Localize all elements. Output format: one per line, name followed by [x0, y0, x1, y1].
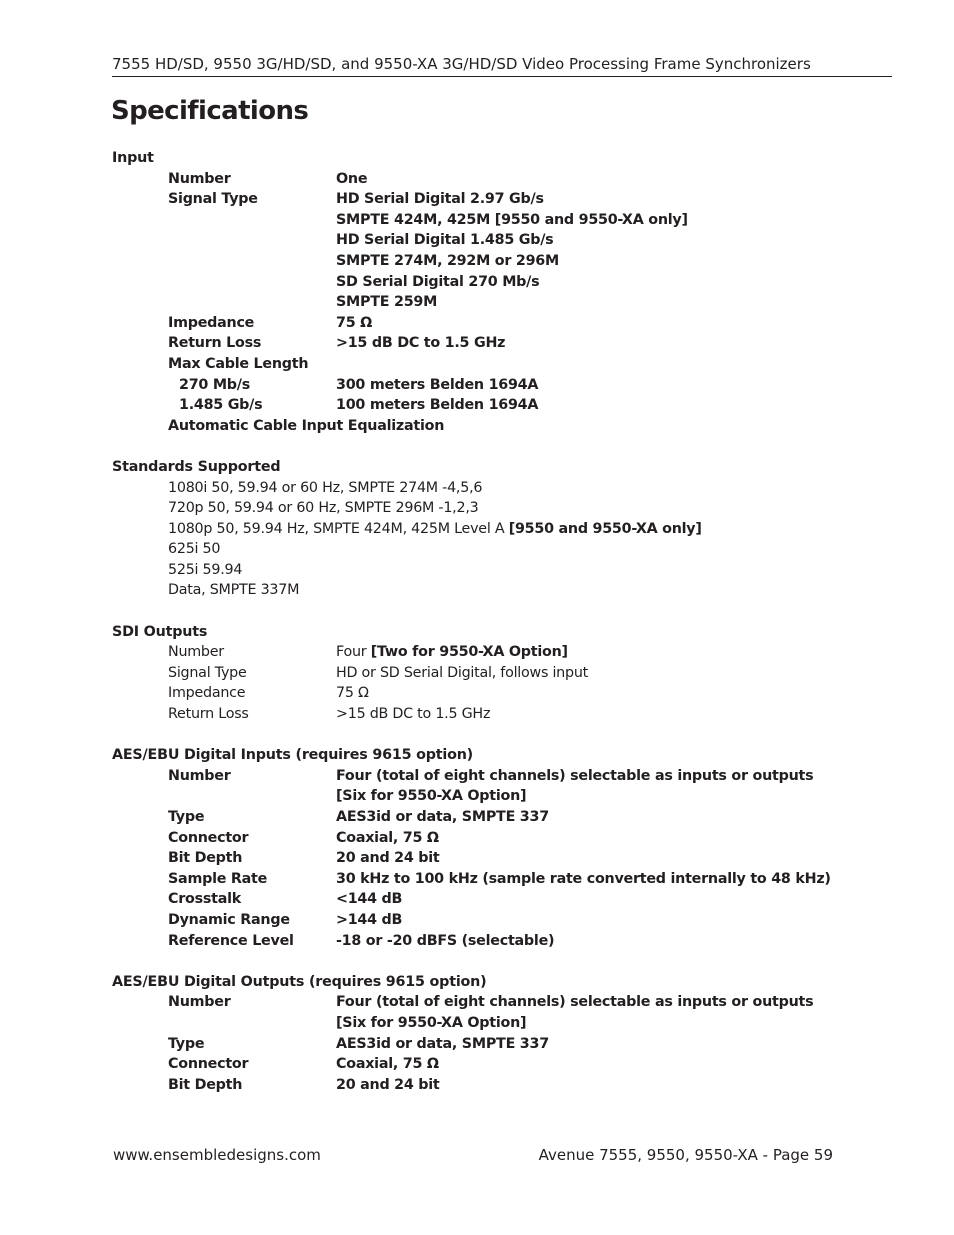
spec-value-text: -18 or -20 dBFS (selectable): [336, 932, 555, 949]
spec-value-text: 20 and 24 bit: [336, 1076, 440, 1093]
spec-value: [336, 395, 538, 416]
spec-value: [336, 1013, 526, 1034]
spec-value: [336, 375, 538, 396]
spec-label: [0, 786, 336, 807]
spec-value-text: >144 dB: [336, 911, 403, 928]
standards-lines: [0, 478, 954, 602]
spec-label: Number: [168, 170, 231, 187]
spec-value: [336, 704, 490, 725]
spec-value-text: 75 Ω: [336, 314, 373, 331]
standard-text: 525i 59.94: [168, 561, 243, 578]
spec-value-text: 75 Ω: [336, 685, 369, 702]
spec-value-text: [Six for 9550-XA Option]: [336, 1014, 527, 1031]
standards-section: [0, 457, 954, 601]
spec-row: [0, 169, 954, 190]
standard-note: [9550 and 9550-XA only]: [508, 520, 702, 537]
aes-outputs-heading: AES/EBU Digital Outputs (requires 9615 option): [112, 973, 487, 990]
standards-heading: Standards Supported: [112, 458, 281, 475]
spec-row: [0, 251, 954, 272]
spec-label: Max Cable Length: [168, 355, 309, 372]
spec-row: [0, 786, 954, 807]
spec-value: [336, 210, 688, 231]
spec-row: [0, 704, 954, 725]
spec-label: Automatic Cable Input Equalization: [168, 417, 445, 434]
spec-label: Reference Level: [168, 932, 294, 949]
spec-row: [0, 313, 954, 334]
spec-value-text: AES3id or data, SMPTE 337: [336, 809, 549, 825]
sdi-outputs-section: [0, 622, 954, 725]
spec-row: [0, 395, 954, 416]
sdi-outputs-heading: SDI Outputs: [112, 623, 208, 640]
standard-text: 720p 50, 59.94 or 60 Hz, SMPTE 296M -1,2,3: [168, 500, 479, 517]
standard-text: Data, SMPTE 337M: [168, 582, 300, 599]
spec-row: [0, 910, 954, 931]
spec-label: [0, 210, 336, 231]
spec-label: [0, 292, 336, 313]
input-rows: [0, 169, 954, 437]
input-heading: Input: [112, 150, 154, 166]
spec-label: Number: [168, 767, 231, 784]
spec-label: Number: [168, 994, 231, 1011]
spec-value: [336, 1034, 549, 1055]
spec-value-text: SMPTE 259M: [336, 294, 438, 311]
spec-value-text: SMPTE 424M, 425M: [336, 211, 495, 228]
spec-value: [336, 313, 372, 334]
spec-label: Impedance: [168, 685, 246, 702]
spec-label: Connector: [168, 829, 249, 846]
spec-value: [336, 992, 813, 1013]
spec-row: [0, 354, 954, 375]
spec-row: [0, 931, 954, 952]
spec-value-text: Coaxial, 75 Ω: [336, 1056, 439, 1073]
spec-value-text: HD Serial Digital 2.97 Gb/s: [336, 191, 544, 208]
spec-label: Return Loss: [168, 706, 249, 723]
spec-value-text: One: [336, 170, 368, 187]
spec-label: 1.485 Gb/s: [179, 397, 263, 414]
spec-label: Dynamic Range: [168, 911, 290, 928]
spec-row: [0, 375, 954, 396]
spec-row: [0, 683, 954, 704]
spec-row: [0, 210, 954, 231]
header-rule: [112, 76, 892, 77]
spec-value: [336, 292, 437, 313]
spec-row: [0, 889, 954, 910]
spec-value-note: [Two for 9550-XA Option]: [370, 644, 568, 661]
spec-label: Signal Type: [168, 191, 258, 208]
spec-value: [336, 869, 831, 890]
spec-value: [336, 828, 439, 849]
spec-label: Number: [168, 644, 224, 661]
spec-label: Bit Depth: [168, 850, 243, 867]
aes-inputs-rows: [0, 766, 954, 951]
aes-outputs-rows: [0, 992, 954, 1095]
spec-value-text: AES3id or data, SMPTE 337: [336, 1035, 549, 1052]
standard-line: [168, 478, 954, 499]
spec-value-text: SMPTE 274M, 292M or 296M: [336, 252, 559, 269]
spec-value-note: [9550 and 9550-XA only]: [494, 211, 688, 228]
spec-row: [0, 992, 954, 1013]
spec-value: [336, 683, 369, 704]
standard-line: [168, 519, 954, 540]
spec-row: [0, 1034, 954, 1055]
spec-row: [0, 1054, 954, 1075]
spec-row: [0, 869, 954, 890]
spec-row: [0, 642, 954, 663]
spec-value-text: [Six for 9550-XA Option]: [336, 788, 527, 805]
spec-value: [336, 333, 505, 354]
spec-value-text: SD Serial Digital 270 Mb/s: [336, 273, 540, 290]
spec-value: [336, 230, 553, 251]
spec-row: [0, 766, 954, 787]
spec-label: [0, 1013, 336, 1034]
sdi-outputs-rows: [0, 642, 954, 724]
standard-line: [168, 539, 954, 560]
spec-value-text: HD or SD Serial Digital, follows input: [336, 664, 588, 681]
spec-value-text: 100 meters Belden 1694A: [336, 397, 539, 414]
spec-value-text: >15 dB DC to 1.5 GHz: [336, 706, 491, 723]
spec-row: [0, 807, 954, 828]
spec-row: [0, 333, 954, 354]
standard-line: [168, 580, 954, 601]
spec-value-text: Four (total of eight channels) selectable as inputs or outputs: [336, 767, 814, 784]
spec-value: [336, 786, 526, 807]
spec-label: Type: [168, 1035, 205, 1052]
standard-text: 1080p 50, 59.94 Hz, SMPTE 424M, 425M Level A: [168, 520, 509, 537]
input-section: [0, 148, 954, 436]
spec-value: [336, 848, 440, 869]
spec-label: [0, 230, 336, 251]
aes-inputs-section: [0, 745, 954, 951]
spec-row: [0, 1013, 954, 1034]
spec-value-text: 30 kHz to 100 kHz (sample rate converted internally to 48 kHz): [336, 870, 831, 887]
spec-value: [336, 1075, 440, 1096]
spec-value: [336, 1054, 439, 1075]
spec-value-text: Coaxial, 75 Ω: [336, 829, 439, 846]
spec-label: [0, 251, 336, 272]
spec-value: [336, 807, 549, 828]
spec-label: [0, 272, 336, 293]
spec-value-text: Four (total of eight channels) selectable as inputs or outputs: [336, 994, 814, 1011]
spec-label: Impedance: [168, 314, 255, 331]
running-header: 7555 HD/SD, 9550 3G/HD/SD, and 9550-XA 3G/HD/SD Video Processing Frame Synchronizers: [112, 55, 811, 73]
spec-value: [336, 766, 813, 787]
spec-value: [336, 889, 402, 910]
spec-row: [0, 189, 954, 210]
spec-row: [0, 230, 954, 251]
spec-value-text: HD Serial Digital 1.485 Gb/s: [336, 232, 554, 249]
spec-row: [0, 1075, 954, 1096]
page-title: Specifications: [111, 96, 309, 126]
standard-text: 1080i 50, 59.94 or 60 Hz, SMPTE 274M -4,5,6: [168, 479, 483, 496]
spec-label: Type: [168, 809, 205, 825]
spec-value: [336, 189, 544, 210]
spec-value-text: 300 meters Belden 1694A: [336, 376, 539, 393]
spec-value: [336, 642, 568, 663]
spec-value: [336, 251, 559, 272]
spec-row: [0, 848, 954, 869]
spec-label: Sample Rate: [168, 870, 268, 887]
spec-value: [336, 931, 554, 952]
standard-line: [168, 498, 954, 519]
spec-row: [0, 828, 954, 849]
spec-row: [0, 272, 954, 293]
spec-value-text: <144 dB: [336, 891, 403, 908]
spec-label: 270 Mb/s: [179, 376, 251, 393]
spec-label: Bit Depth: [168, 1076, 243, 1093]
spec-label: Signal Type: [168, 664, 247, 681]
spec-value: [336, 910, 402, 931]
footer-website-link[interactable]: www.ensembledesigns.com: [113, 1146, 321, 1164]
spec-value: [336, 272, 539, 293]
standard-text: 625i 50: [168, 541, 221, 558]
spec-row: [0, 292, 954, 313]
spec-value: [336, 169, 367, 190]
footer-page-reference: Avenue 7555, 9550, 9550-XA - Page 59: [538, 1146, 833, 1164]
spec-value: [336, 663, 588, 684]
spec-label: Crosstalk: [168, 891, 242, 908]
spec-value-text: 20 and 24 bit: [336, 850, 440, 867]
spec-value-text: Four: [336, 644, 371, 661]
spec-value-text: >15 dB DC to 1.5 GHz: [336, 335, 506, 352]
spec-content: [0, 148, 954, 1116]
spec-label: Return Loss: [168, 335, 262, 352]
aes-inputs-heading: AES/EBU Digital Inputs (requires 9615 option): [112, 747, 474, 764]
spec-label: Connector: [168, 1056, 249, 1073]
aes-outputs-section: [0, 972, 954, 1096]
standard-line: [168, 560, 954, 581]
spec-row: [0, 663, 954, 684]
spec-row: [0, 416, 954, 437]
